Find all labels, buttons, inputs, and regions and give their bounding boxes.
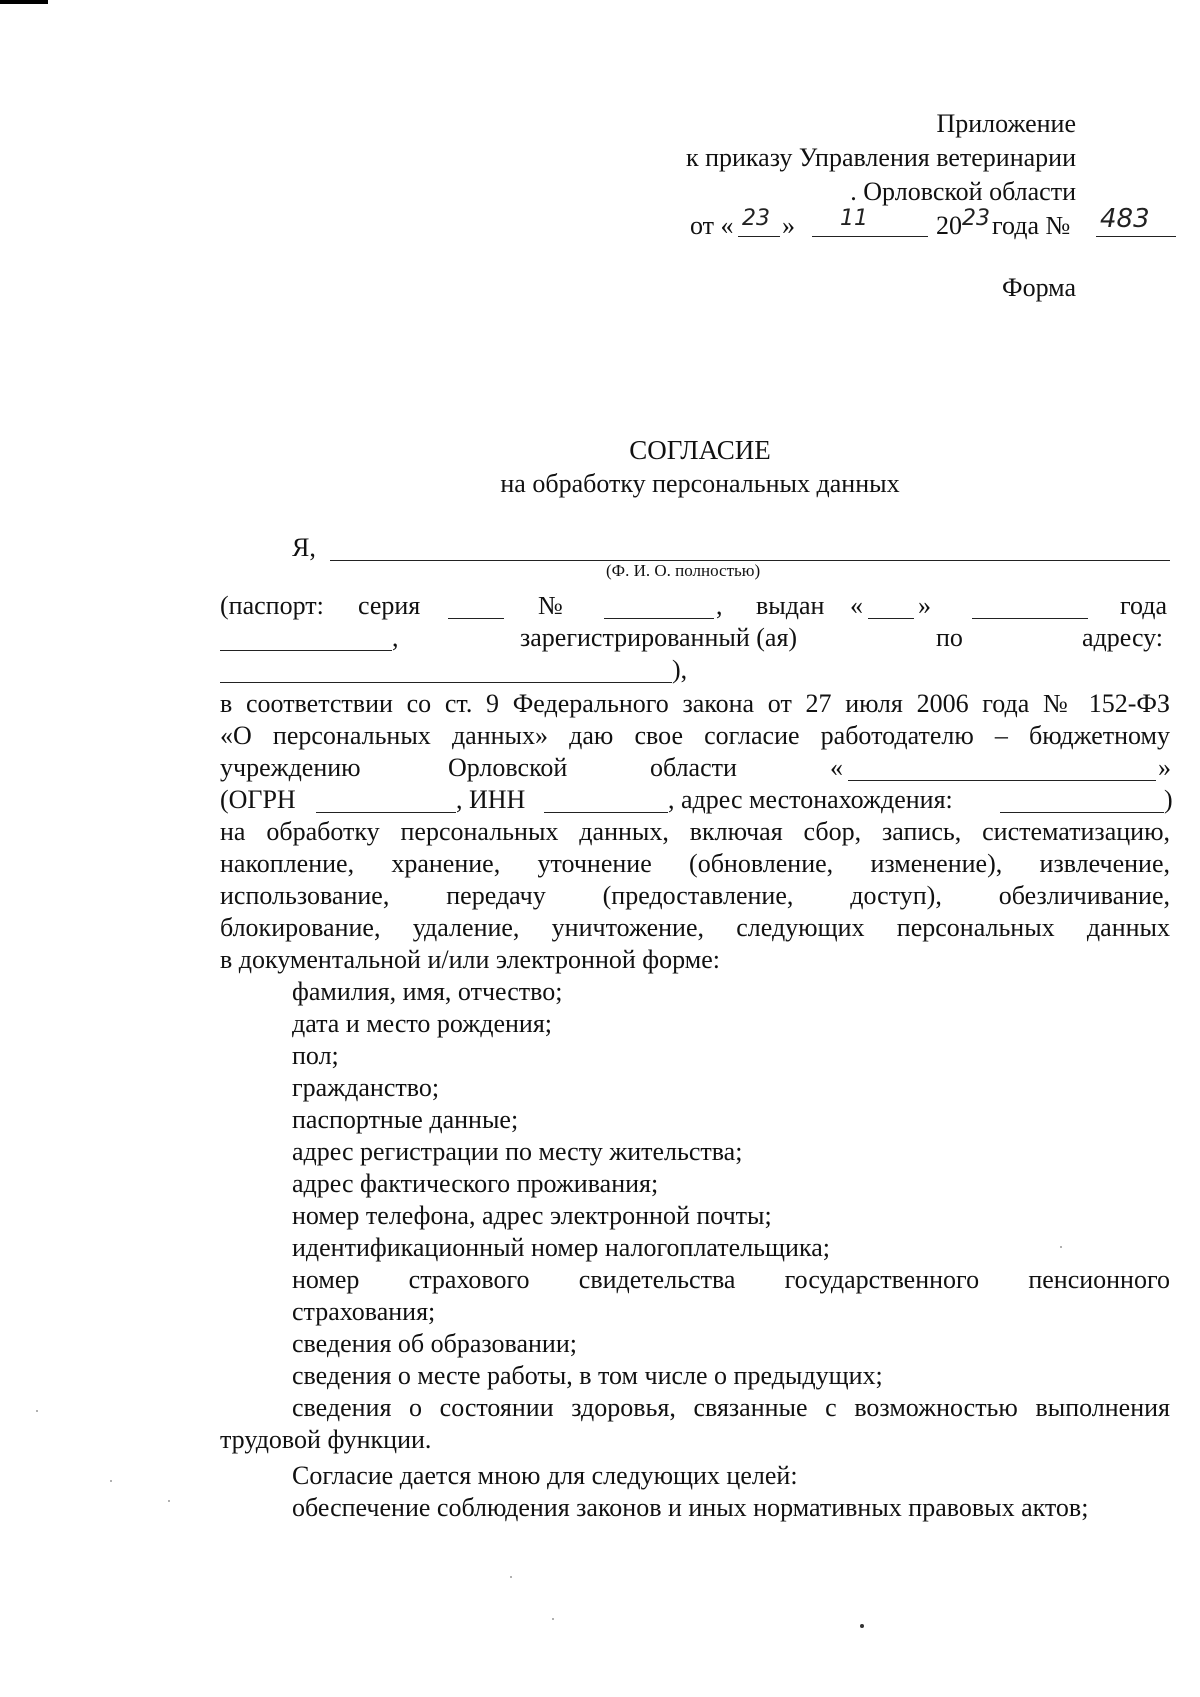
date-day-line: [738, 236, 780, 237]
address-field-line[interactable]: [220, 682, 672, 683]
header-region: . Орловской области: [850, 177, 1076, 206]
comma-2: ,: [392, 623, 399, 652]
address-label: адресу:: [1082, 623, 1164, 652]
list-item: дата и место рождения;: [292, 1009, 553, 1038]
date-prefix: от «: [690, 211, 734, 240]
health-line2: трудовой функции.: [220, 1425, 432, 1454]
doc-title: СОГЛАСИЕ: [629, 435, 771, 465]
org-quote-open: «: [830, 753, 843, 782]
issued-by-line[interactable]: [220, 650, 392, 651]
form-label: Форма: [1002, 273, 1076, 302]
scan-speck: [168, 1500, 170, 1502]
p1-line1: в соответствии со ст. 9 Федерального закона от 27 июля 2006 года № 152-ФЗ: [220, 689, 1170, 718]
date-year-prefix: 20: [936, 211, 962, 240]
list-item: паспортные данные;: [292, 1105, 519, 1134]
date-day-handwritten: 23: [742, 206, 770, 231]
issued-month-line[interactable]: [972, 618, 1088, 619]
list-item: сведения об образовании;: [292, 1329, 577, 1358]
location-label: , адрес местонахождения:: [668, 785, 953, 814]
list-item: гражданство;: [292, 1073, 440, 1102]
passport-number-line[interactable]: [604, 618, 714, 619]
list-item: адрес фактического проживания;: [292, 1169, 659, 1198]
list-item-snils-line1: номер страхового свидетельства государственного пенсионного: [292, 1265, 1170, 1294]
scan-corner-mark: [0, 0, 48, 4]
doc-subtitle: на обработку персональных данных: [500, 469, 900, 498]
issued-day-line[interactable]: [868, 618, 914, 619]
date-mid: »: [782, 211, 795, 240]
list-item: фамилия, имя, отчество;: [292, 977, 563, 1006]
inn-label: , ИНН: [456, 785, 526, 814]
p1-word-institution: учреждению: [220, 753, 361, 782]
scan-speck: [552, 1618, 554, 1620]
fio-caption: (Ф. И. О. полностью): [606, 561, 761, 580]
date-year-label: года №: [992, 211, 1071, 240]
date-month-line: [812, 236, 928, 237]
scan-speck: [510, 1576, 512, 1578]
year-label: года: [1120, 591, 1168, 620]
list-item: сведения о месте работы, в том числе о предыдущих;: [292, 1361, 883, 1390]
list-item: идентификационный номер налогоплательщика;: [292, 1233, 830, 1262]
order-number-line: [1096, 236, 1176, 237]
passport-open: (паспорт:: [220, 591, 324, 620]
header-order-ref: к приказу Управления ветеринарии: [685, 143, 1076, 172]
ogrn-field-line[interactable]: [316, 812, 456, 813]
purpose-label: Согласие дается мною для следующих целей:: [292, 1461, 798, 1490]
p1-word-oryol: Орловской: [448, 753, 568, 782]
p1-word-region: области: [650, 753, 737, 782]
scan-speck: [860, 1624, 864, 1628]
scan-speck: [1060, 1246, 1062, 1248]
ogrn-close: ): [1164, 785, 1173, 814]
p2-line4: блокирование, удаление, уничтожение, следующих персональных данных: [220, 913, 1170, 942]
location-field-line[interactable]: [1000, 812, 1164, 813]
date-month-handwritten: 11: [840, 206, 868, 231]
p1-line2: «О персональных данных» даю свое согласие работодателю – бюджетному: [220, 721, 1170, 750]
series-field-line[interactable]: [448, 618, 504, 619]
inn-field-line[interactable]: [544, 812, 668, 813]
list-item-snils-line2: страхования;: [292, 1297, 436, 1326]
close-paren: ),: [672, 655, 688, 684]
list-item: пол;: [292, 1041, 339, 1070]
date-year-handwritten: 23: [962, 206, 990, 231]
purpose-item: обеспечение соблюдения законов и иных нормативных правовых актов;: [292, 1493, 1089, 1522]
scan-speck: [36, 1410, 38, 1412]
org-name-line[interactable]: [848, 780, 1156, 781]
registered-label: зарегистрированный (ая): [520, 623, 798, 652]
issued-label: выдан: [756, 591, 825, 620]
scan-speck: [110, 1480, 112, 1482]
health-line1: сведения о состоянии здоровья, связанные с возможностью выполнения: [292, 1393, 1170, 1422]
p2-line5: в документальной и/или электронной форме:: [220, 945, 720, 974]
header-appendix: Приложение: [936, 109, 1076, 138]
list-item: адрес регистрации по месту жительства;: [292, 1137, 743, 1166]
comma-1: ,: [716, 591, 723, 620]
series-label: серия: [358, 591, 421, 620]
issued-quote-open: «: [850, 591, 863, 620]
p2-line2: накопление, хранение, уточнение (обновление, изменение), извлечение,: [220, 849, 1170, 878]
issued-quote-close: »: [918, 591, 931, 620]
org-quote-close: »: [1158, 753, 1171, 782]
order-number-handwritten: 483: [1100, 204, 1150, 234]
p2-line3: использование, передачу (предоставление, доступ), обезличивание,: [220, 881, 1170, 910]
po-label: по: [936, 623, 963, 652]
list-item: номер телефона, адрес электронной почты;: [292, 1201, 772, 1230]
p2-line1: на обработку персональных данных, включая сбор, запись, систематизацию,: [220, 817, 1170, 846]
ogrn-label: (ОГРН: [220, 785, 296, 814]
i-label: Я,: [292, 533, 316, 562]
number-sign: №: [538, 591, 563, 620]
